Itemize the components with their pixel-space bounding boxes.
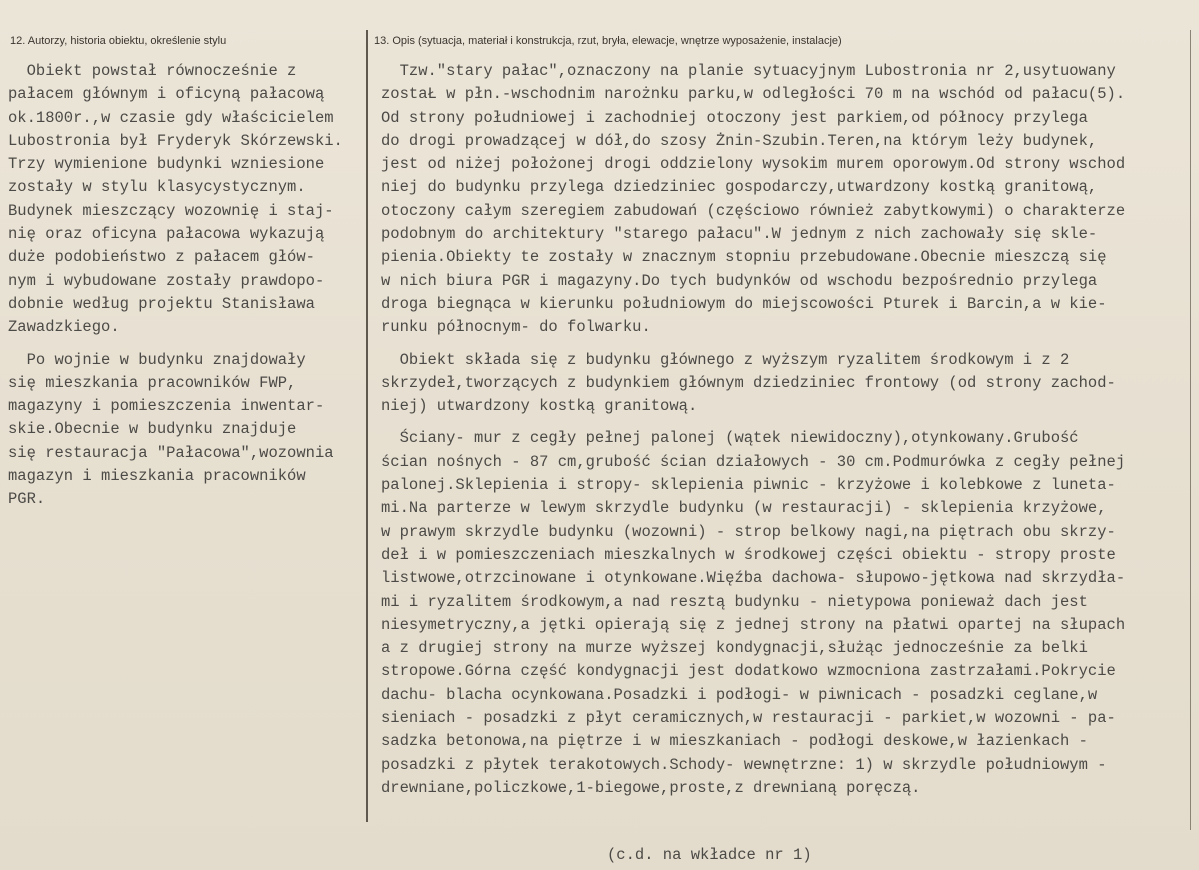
text-line: Po wojnie w budynku znajdowały <box>8 350 306 369</box>
text-line: niesymetryczny,a jętki opierają się z jednej strony na płatwi opartej na słupach <box>381 615 1126 634</box>
text-line: zostaŁ w płn.-wschodnim narożnku parku,w odległości 70 m na wschód od pałacu(5). <box>381 85 1126 104</box>
text-line: do drogi prowadzącej w dół,do szosy Żnin-Szubin.Teren,na którym leży budynek, <box>381 131 1098 150</box>
text-line: skie.Obecnie w budynku znajduje <box>8 420 297 439</box>
text-line: w prawym skrzydle budynku (wozowni) - strop belkowy nagi,na piętrach obu skrzy- <box>381 522 1116 541</box>
text-line: Budynek mieszczący wozownię i staj- <box>8 201 334 220</box>
text-line: Od strony południowej i zachodniej otoczony jest parkiem,od północy przylega <box>381 108 1088 127</box>
text-line: drewniane,policzkowe,1-biegowe,proste,z drewnianą poręczą. <box>381 778 921 797</box>
text-line: otoczony całym szeregiem zabudowań (częściowo również zabytkowymi) o charakterze <box>381 201 1126 220</box>
text-line: PGR. <box>8 490 46 509</box>
text-line: Zawadzkiego. <box>8 318 120 337</box>
text-line: runku północnym- do folwarku. <box>381 318 651 337</box>
text-line: Trzy wymienione budynki wzniesione <box>8 155 325 174</box>
text-line: Tzw."stary pałac",oznaczony na planie sytuacyjnym Lubostronia nr 2,usytuowany <box>381 62 1116 80</box>
text-line: mi i ryzalitem środkowym,a nad resztą budynku - nietypowa ponieważ dach jest <box>381 592 1088 611</box>
continuation-note: (c.d. na wkładce nr 1) <box>607 846 812 864</box>
section-13-text <box>381 60 1196 800</box>
text-line: posadzki z płytek terakotowych.Schody- wewnętrzne: 1) w skrzydle południowym - <box>381 755 1107 774</box>
text-line: nię oraz oficyna pałacowa wykazują <box>8 225 325 244</box>
text-line: Obiekt składa się z budynku głównego z wyższym ryzalitem środkowym i z 2 <box>381 350 1070 369</box>
text-line: magazyny i pomieszczenia inwentar- <box>8 397 325 416</box>
text-line: zostały w stylu klasycystycznym. <box>8 178 306 197</box>
text-line: stropowe.Górna część kondygnacji jest dodatkowo wzmocniona zastrzałami.Pokrycie <box>381 662 1116 681</box>
text-line: niej) utwardzony kostką granitową. <box>381 397 698 416</box>
text-line: listwowe,otrzcinowane i otynkowane.Więźba dachowa- słupowo-jętkowa nad skrzydła- <box>381 569 1126 588</box>
text-line: ścian nośnych - 87 cm,grubość ścian działowych - 30 cm.Podmurówka z cegły pełnej <box>381 452 1126 471</box>
text-line: się restauracja "Pałacowa",wozownia <box>8 443 334 462</box>
text-line: pienia.Obiekty te zostały w znacznym stopniu przebudowane.Obecnie mieszczą się <box>381 248 1107 267</box>
section-12-text <box>8 60 368 512</box>
text-line: Lubostronia był Fryderyk Skórzewski. <box>8 131 343 150</box>
text-line: Ściany- mur z cegły pełnej palonej (wątek niewidoczny),otynkowany.Grubość <box>381 429 1079 448</box>
text-line: skrzydeł,tworzących z budynkiem głównym dziedziniec frontowy (od strony zachod- <box>381 373 1116 392</box>
section-12-heading: 12. Autorzy, historia obiektu, określenie stylu <box>10 35 227 47</box>
paragraph-gap <box>8 340 368 349</box>
text-line: niej do budynku przylega dziedziniec gospodarczy,utwardzony kostką granitową, <box>381 178 1098 197</box>
text-line: dachu- blacha ocynkowana.Posadzki i podłogi- w piwnicach - posadzki ceglane,w <box>381 685 1098 704</box>
text-line: mi.Na parterze w lewym skrzydle budynku (w restauracji) - sklepienia krzyżowe, <box>381 499 1107 518</box>
paragraph-gap <box>381 340 1196 349</box>
text-line: deł i w pomieszczeniach mieszkalnych w środkowej części obiektu - stropy proste <box>381 545 1116 564</box>
text-line: podobnym do architektury "starego pałacu".W jednym z nich zachowały się skle- <box>381 225 1098 244</box>
text-line: ok.1800r.,w czasie gdy właścicielem <box>8 108 334 127</box>
text-line: a z drugiej strony na murze wyższej kondygnacji,służąc jednocześnie za belki <box>381 639 1088 658</box>
text-line: dobnie według projektu Stanisława <box>8 294 315 313</box>
text-line: w nich biura PGR i magazyny.Do tych budynków od wschodu bezpośrednio przylega <box>381 271 1098 290</box>
text-line: magazyn i mieszkania pracowników <box>8 467 306 486</box>
text-line: sadzka betonowa,na piętrze i w mieszkaniach - podłogi deskowe,w łazienkach - <box>381 732 1088 751</box>
text-line: sieniach - posadzki z płyt ceramicznych,w restauracji - parkiet,w wozowni - pa- <box>381 709 1116 728</box>
text-line: pałacem głównym i oficyną pałacową <box>8 85 325 104</box>
paragraph-gap <box>381 418 1196 427</box>
text-line: duże podobieństwo z pałacem głów- <box>8 248 315 267</box>
text-line: się mieszkania pracowników FWP, <box>8 373 297 392</box>
text-line: jest od niżej położonej drogi oddzielony wysokim murem oporowym.Od strony wschod <box>381 155 1126 174</box>
text-line: palonej.Sklepienia i stropy- sklepienia piwnic - krzyżowe i kolebkowe z luneta- <box>381 476 1116 495</box>
text-line: nym i wybudowane zostały prawdopo- <box>8 271 325 290</box>
text-line: droga biegnąca w kierunku południowym do miejscowości Pturek i Barcin,a w kie- <box>381 294 1107 313</box>
text-line: Obiekt powstał równocześnie z <box>8 62 297 80</box>
section-13-heading: 13. Opis (sytuacja, materiał i konstrukcja, rzut, bryła, elewacje, wnętrze wyposażenie, instalacje) <box>374 35 842 47</box>
